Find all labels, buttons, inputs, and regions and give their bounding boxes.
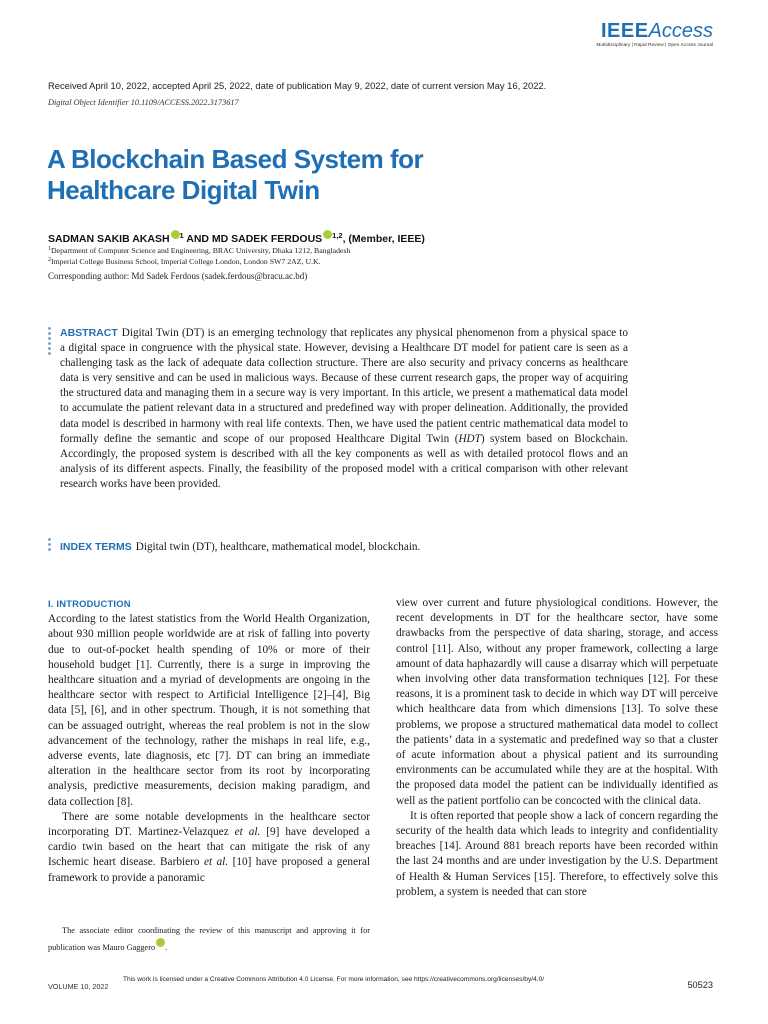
affiliation-2-sup: 2	[48, 257, 51, 263]
intro-paragraph-1: According to the latest statistics from the World Health Organization, about 930 million people worldwide are at risk of falling into poverty due to out-of-pocket health spending of 10% or more of their household budget [1]. Currently, there is a surge in improving the healthcare situation and a myriad of developments are ongoing in the healthcare sector with respect to Artificial Intelligence [2]–[4], Big data [5], [6], and in other spectrum. Though, it is not something that can be assuaged outright, whereas the real problem is not in the slow advancement of the technology, rather the mishaps in real life, e.g., adverse events, late diagnosis, etc [7]. DT can bring an immediate alteration in the healthcare sector from its root by incorporating analysis, predictive measurements, decision making paradigm, and data collection [8].	[48, 613, 370, 808]
affiliation-2	[48, 257, 321, 266]
author-1-name: SADMAN SAKIB AKASH	[48, 233, 170, 245]
intro-p2-c: [10] have proposed a general framework to provide a panoramic	[48, 856, 371, 884]
intro-p2-etal-1: et al.	[234, 826, 261, 839]
abstract-text-b: ) system based on Blockchain. Accordingly, the proposed system is described with all the key components as well as with detailed protocol flows and an analysis of its different aspects. Finally, the feasibility of the proposed model with a critical comparison with other relevant research works have been provided.	[60, 432, 628, 490]
author-membership: , (Member, IEEE)	[342, 233, 425, 245]
affiliation-1	[48, 246, 350, 255]
editor-note-text: The associate editor coordinating the review of this manuscript and approving it for publication was Mauro Gaggero	[48, 926, 370, 952]
abstract-dots-icon	[48, 327, 52, 357]
intro-paragraph-3: view over current and future physiological conditions. However, the recent developments in DT for the healthcare sector, have some drawbacks from the perspective of data sharing, storage, and access control [11]. Also, without any proper framework, collecting a large amount of data haphazardly will cause a disarray which will perpetuate when involving other data transformation techniques [12]. For these reasons, it is a prominent task to decide in which way DT will perceive which healthcare data from which dimensions [13]. To solve these problems, we propose a structured mathematical data model to collect the patients’ data in a systematic and predefined way so that a cluster of acute information about a physical patient and its surrounding environments can be accumulated while they are at the hospital. With the proposed data model the patient can be individually identified as well as the patient portfolio can be concocted with the clinical data.	[396, 597, 718, 807]
paper-title	[47, 144, 423, 206]
logo-tagline: Multidisciplinary | Rapid Review | Open Access Journal	[596, 43, 713, 48]
index-terms	[60, 540, 420, 555]
author-1-sup: 1	[179, 231, 184, 240]
intro-p2-b: [9] have developed a cardio twin based on the heart that can mitigate the risk of any Ischemic heart disease. Barbiero	[48, 826, 370, 869]
affiliation-1-text: Department of Computer Science and Engineering, BRAC University, Dhaka 1212, Bangladesh	[51, 246, 351, 255]
page-number: 50523	[687, 980, 713, 990]
orcid-icon[interactable]	[171, 230, 180, 239]
affiliation-1-sup: 1	[48, 246, 51, 252]
author-line	[48, 230, 425, 245]
index-terms-text: Digital twin (DT), healthcare, mathematical model, blockchain.	[135, 541, 421, 553]
intro-paragraph-4: It is often reported that people show a lack of concern regarding the security of the health data which leads to integrity and confidentiality breaches [14]. Around 881 breach reports have been recorded within the last 24 months and are under investigation by the U.S. Department of Health & Human Services [15]. Therefore, to effectively solve this problem, a system is needed that can store	[396, 809, 718, 898]
abstract-text-a: Digital Twin (DT) is an emerging technology that replicates any physical phenomenon from a physical space to a digital space in congruence with the physical state. However, devising a Healthcare DT model for patient care is seen as a challenging task as the lack of adequate data collection structure. There are also security and privacy concerns as healthcare data is very sensitive and can be used in malicious ways. Because of these current research gaps, the proper way of acquiring the structured data and managing them in a secure way is very important. In this article, we present a mathematical data model to accumulate the patient relevant data in a structured and predefined way with proper delineation. Additionally, the provided data model is described in harmony with real life contexts. Then, we have used the patient centric mathematical data model to formally define the semantic and scope of our proposed Healthcare Digital Twin (	[60, 327, 628, 445]
body-column-right	[396, 596, 718, 900]
author-2-sup: 1,2	[332, 231, 343, 240]
intro-p2-etal-2: et al.	[203, 856, 229, 869]
orcid-icon[interactable]	[156, 938, 165, 947]
intro-p2-a: There are some notable developments in the healthcare sector incorporating DT. Martinez-Velazquez	[48, 810, 370, 839]
logo-access: Access	[648, 20, 713, 42]
editor-note: The associate editor coordinating the review of this manuscript and approving it for publication was Mauro Gaggero .	[48, 926, 370, 952]
publication-dates: Received April 10, 2022, accepted April 25, 2022, date of publication May 9, 2022, date of current version May 16, 2022.	[48, 80, 547, 91]
abstract	[60, 326, 628, 492]
doi: Digital Object Identifier 10.1109/ACCESS.2022.3173617	[48, 98, 239, 107]
body-column-left	[48, 596, 370, 886]
author-2-name: AND MD SADEK FERDOUS	[183, 233, 323, 245]
footer-volume: VOLUME 10, 2022	[48, 982, 109, 991]
intro-paragraph-2	[48, 810, 370, 886]
affiliation-2-text: Imperial College Business School, Imperial College London, London SW7 2AZ, U.K.	[51, 257, 321, 266]
index-terms-dots-icon	[48, 538, 52, 553]
title-line-2: Healthcare Digital Twin	[47, 175, 320, 205]
logo-ieee: IEEE	[600, 20, 649, 42]
section-heading-introduction: I. INTRODUCTION	[48, 598, 131, 609]
abstract-hdt: HDT	[458, 432, 481, 445]
index-terms-label: INDEX TERMS	[60, 541, 132, 553]
journal-logo	[596, 20, 713, 48]
corresponding-author: Corresponding author: Md Sadek Ferdous (sadek.ferdous@bracu.ac.bd)	[48, 271, 308, 281]
abstract-label: ABSTRACT	[60, 327, 118, 339]
title-line-1: A Blockchain Based System for	[47, 144, 424, 174]
footer-license: This work is licensed under a Creative Commons Attribution 4.0 License. For more information, see https://creativecommons.org/licenses/by/4.0/	[123, 976, 545, 983]
orcid-icon[interactable]	[323, 230, 332, 239]
